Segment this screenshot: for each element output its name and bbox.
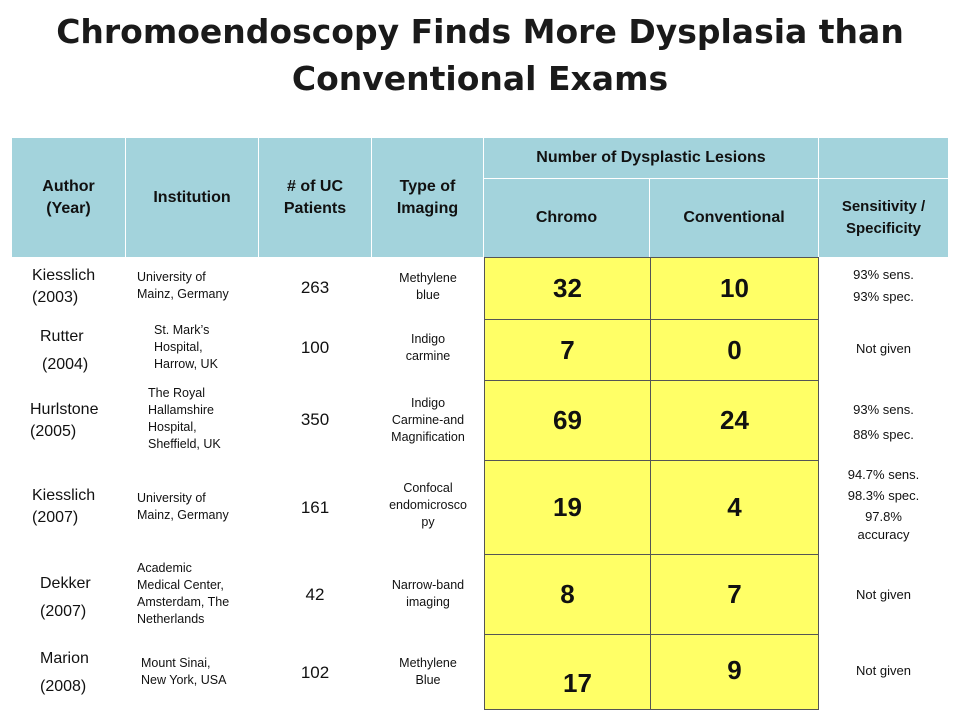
author-name: Dekker <box>40 575 91 592</box>
header-imaging-line-2: Imaging <box>396 199 459 217</box>
institution-line: Hospital, <box>148 420 197 434</box>
institution-line: University of <box>137 270 206 284</box>
institution-line: New York, USA <box>141 673 227 687</box>
sensitivity-line: Not given <box>856 663 911 678</box>
imaging-line: Indigo <box>410 332 446 346</box>
imaging-cell <box>372 395 484 446</box>
author-cell <box>40 323 88 379</box>
institution-line: Mount Sinai, <box>141 656 211 670</box>
imaging-line: Indigo <box>410 396 446 410</box>
conventional-count: 0 <box>650 319 819 381</box>
institution-line: Mainz, Germany <box>137 508 229 522</box>
author-name: Marion <box>40 650 89 667</box>
sensitivity-line: 88% spec. <box>853 427 914 442</box>
header-author <box>12 138 126 257</box>
institution-cell <box>137 490 229 524</box>
chromo-count: 19 <box>484 460 651 555</box>
conventional-count: 4 <box>650 460 819 555</box>
conventional-count <box>650 634 819 710</box>
author-cell <box>30 399 98 443</box>
sensitivity-cell <box>819 338 948 360</box>
sensitivity-cell <box>819 397 948 447</box>
imaging-line: Confocal <box>403 481 453 495</box>
header-author-line-1: Author <box>42 177 95 195</box>
header-chromo <box>484 178 650 257</box>
institution-cell <box>148 385 221 453</box>
imaging-line: Magnification <box>391 430 465 444</box>
institution-line: The Royal <box>148 386 205 400</box>
imaging-cell <box>372 270 484 304</box>
imaging-cell <box>372 331 484 365</box>
header-patients-line-1: # of UC <box>287 177 343 195</box>
imaging-line: blue <box>416 288 440 302</box>
sensitivity-line: Not given <box>856 587 911 602</box>
institution-line: Academic <box>137 561 192 575</box>
institution-line: Harrow, UK <box>154 357 218 371</box>
header-sensitivity <box>819 178 948 257</box>
patients-cell: 263 <box>300 278 330 297</box>
imaging-line: endomicrosco <box>389 498 467 512</box>
institution-line: Amsterdam, The <box>137 595 230 609</box>
imaging-line: Carmine-and <box>391 413 465 427</box>
header-sensitivity-line-1: Sensitivity / <box>841 198 926 215</box>
patients-cell: 102 <box>300 663 330 682</box>
conventional-count-value: 9 <box>727 655 742 685</box>
header-conventional-label: Conventional <box>683 209 785 226</box>
chromo-count: 69 <box>484 380 651 461</box>
title-line-1: Chromoendoscopy Finds More Dysplasia than <box>56 12 904 51</box>
header-imaging-line-1: Type of <box>399 177 456 195</box>
author-cell <box>40 645 89 701</box>
header-institution-label: Institution <box>153 188 231 206</box>
sensitivity-line: Not given <box>856 341 911 356</box>
header-patients-line-2: Patients <box>283 199 347 217</box>
author-name: Kiesslich <box>32 487 96 504</box>
patients-cell: 42 <box>305 585 325 604</box>
imaging-cell <box>372 655 484 689</box>
sensitivity-line: 93% sens. <box>853 267 914 282</box>
author-cell <box>32 485 95 529</box>
imaging-line: carmine <box>405 349 451 363</box>
institution-line: Hallamshire <box>148 403 214 417</box>
institution-line: Hospital, <box>154 340 203 354</box>
imaging-line: Methylene <box>399 271 457 285</box>
sensitivity-line: 93% sens. <box>853 402 914 417</box>
patients-cell: 161 <box>300 498 330 517</box>
institution-cell <box>154 322 218 373</box>
chromo-count: 32 <box>484 257 651 320</box>
author-year: (2008) <box>40 678 87 695</box>
patients-cell: 350 <box>300 410 330 429</box>
institution-line: Netherlands <box>137 612 205 626</box>
title-line-2: Conventional Exams <box>291 59 669 98</box>
author-name: Hurlstone <box>30 401 99 418</box>
institution-line: Mainz, Germany <box>137 287 229 301</box>
institution-line: Sheffield, UK <box>148 437 221 451</box>
author-cell <box>40 570 91 626</box>
header-patients <box>259 138 372 257</box>
header-lesions-label: Number of Dysplastic Lesions <box>536 149 766 166</box>
author-year: (2007) <box>40 603 87 620</box>
header-sensitivity-line-2: Specificity <box>845 220 922 237</box>
imaging-line: Blue <box>415 673 441 687</box>
imaging-line: imaging <box>406 595 450 609</box>
imaging-line: Narrow-band <box>391 578 465 592</box>
sensitivity-cell <box>819 464 948 543</box>
conventional-count: 10 <box>650 257 819 320</box>
institution-cell <box>137 269 229 303</box>
header-chromo-label: Chromo <box>535 209 598 226</box>
author-year: (2003) <box>32 289 79 306</box>
sensitivity-line: 94.7% sens. <box>847 467 920 482</box>
chromo-count <box>484 634 651 710</box>
header-lesions <box>484 138 819 178</box>
sensitivity-line: 97.8% <box>865 509 902 524</box>
institution-cell <box>141 655 226 689</box>
imaging-line: py <box>421 515 435 529</box>
sensitivity-cell <box>819 264 948 308</box>
header-author-line-2: (Year) <box>46 199 91 217</box>
slide-title <box>0 8 960 102</box>
imaging-line: Methylene <box>399 656 457 670</box>
patients-cell: 100 <box>300 338 330 357</box>
institution-cell <box>137 560 229 628</box>
author-name: Rutter <box>40 328 84 345</box>
chromo-count: 8 <box>484 554 651 635</box>
author-cell <box>32 265 95 309</box>
author-year: (2005) <box>30 423 77 440</box>
sensitivity-line: 93% spec. <box>853 289 914 304</box>
chromo-count-value: 17 <box>563 668 592 698</box>
sensitivity-cell <box>819 584 948 606</box>
imaging-cell <box>372 480 484 531</box>
institution-line: St. Mark’s <box>154 323 210 337</box>
author-year: (2004) <box>42 356 89 373</box>
institution-line: Medical Center, <box>137 578 224 592</box>
header-institution <box>126 138 259 257</box>
conventional-count: 24 <box>650 380 819 461</box>
institution-line: University of <box>137 491 206 505</box>
header-conventional <box>650 178 819 257</box>
sensitivity-line: accuracy <box>857 527 910 542</box>
chromo-count: 7 <box>484 319 651 381</box>
conventional-count: 7 <box>650 554 819 635</box>
author-year: (2007) <box>32 509 79 526</box>
header-imaging <box>372 138 484 257</box>
sensitivity-cell <box>819 660 948 682</box>
imaging-cell <box>372 577 484 611</box>
header-blank <box>819 138 948 178</box>
author-name: Kiesslich <box>32 267 96 284</box>
sensitivity-line: 98.3% spec. <box>847 488 920 503</box>
